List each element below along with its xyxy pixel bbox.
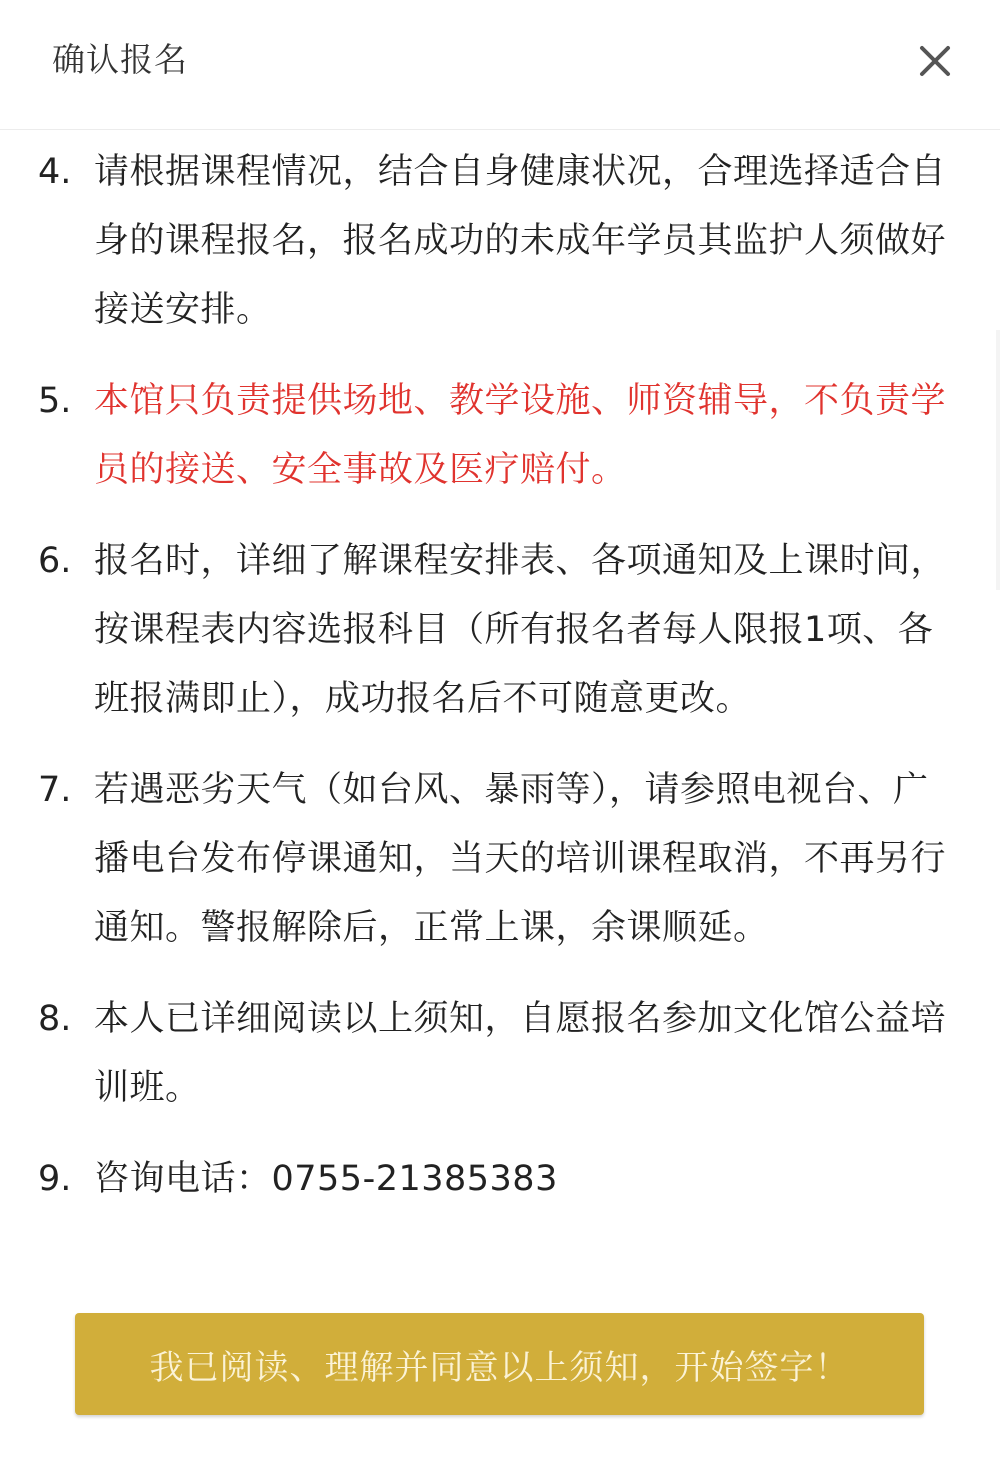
item-number: 7.: [38, 770, 72, 810]
notice-item-4: [0, 138, 1000, 345]
agree-and-sign-button[interactable]: [75, 1313, 924, 1415]
notice-item-7: [0, 756, 1000, 963]
item-number: 4.: [38, 152, 72, 192]
item-number: 5.: [38, 381, 72, 421]
notice-item-5: [0, 367, 1000, 505]
item-text-phone: 咨询电话：0755-21385383: [94, 1159, 558, 1199]
agree-button-label: 我已阅读、理解并同意以上须知，开始签字！: [149, 1347, 850, 1388]
notice-item-6: [0, 527, 1000, 734]
notice-item-9: [0, 1145, 1000, 1214]
item-number: 9.: [38, 1159, 72, 1199]
item-text-highlighted: 本馆只负责提供场地、教学设施、师资辅导，不负责学员的接送、安全事故及医疗赔付。: [94, 381, 947, 490]
item-number: 6.: [38, 541, 72, 581]
modal-header: [0, 0, 1000, 130]
item-number: 8.: [38, 999, 72, 1039]
item-text: 报名时，详细了解课程安排表、各项通知及上课时间，按课程表内容选报科目（所有报名者每人限报1项、各班报满即止），成功报名后不可随意更改。: [94, 541, 947, 719]
close-icon: [906, 36, 964, 94]
notice-item-8: [0, 985, 1000, 1123]
close-button[interactable]: [906, 36, 964, 94]
item-text: 本人已详细阅读以上须知，自愿报名参加文化馆公益培训班。: [94, 999, 947, 1108]
modal-title: 确认报名: [52, 40, 188, 79]
item-text: 若遇恶劣天气（如台风、暴雨等），请参照电视台、广播电台发布停课通知，当天的培训课程取消，不再另行通知。警报解除后，正常上课，余课顺延。: [94, 770, 947, 948]
item-text: 请根据课程情况，结合自身健康状况，合理选择适合自身的课程报名，报名成功的未成年学员其监护人须做好接送安排。: [94, 152, 947, 330]
scrollbar-track[interactable]: [996, 330, 1000, 590]
notice-list: [0, 138, 1000, 1236]
